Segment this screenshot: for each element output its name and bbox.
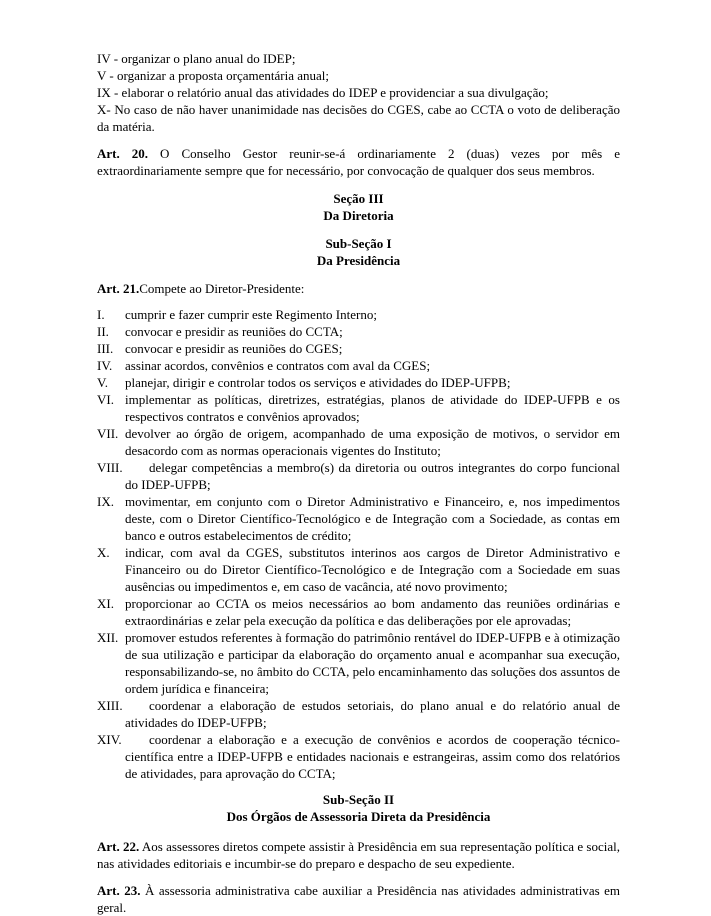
duties-list	[97, 306, 620, 782]
intro-item-v: V - organizar a proposta orçamentária anual;	[97, 68, 329, 83]
duty-item-3	[97, 340, 620, 357]
intro-item-x: X- No caso de não haver unanimidade nas decisões do CGES, cabe ao CCTA o voto de deliberação da matéria.	[97, 102, 620, 134]
duty-item-1	[97, 306, 620, 323]
article-23	[97, 882, 620, 916]
duty-num-4: IV.	[97, 358, 113, 373]
subsection-1-heading	[97, 235, 620, 269]
subsection-1-subtitle: Da Presidência	[316, 253, 401, 268]
article-20	[97, 145, 620, 179]
intro-item-ix: IX - elaborar o relatório anual das atividades do IDEP e providenciar a sua divulgação;	[97, 85, 549, 100]
duty-num-10: X.	[97, 545, 110, 560]
duty-text-14: coordenar a elaboração e a execução de convênios e acordos de cooperação técnico-científica entre a IDEP-UFPB e entidades nacionais e estrangeiras, assim como dos relatórios de atividades, para aprovação do CCTA;	[125, 732, 620, 781]
duty-item-14	[97, 731, 620, 782]
duty-item-13	[97, 697, 620, 731]
duty-num-1: I.	[97, 307, 105, 322]
subsection-2-subtitle: Dos Órgãos de Assessoria Direta da Presidência	[226, 809, 491, 824]
article-21-label: Art. 21.	[97, 281, 140, 296]
subsection-1-title: Sub-Seção I	[325, 236, 392, 251]
duty-num-2: II.	[97, 324, 109, 339]
intro-item-iv: IV - organizar o plano anual do IDEP;	[97, 51, 296, 66]
duty-num-8: VIII.	[97, 460, 123, 475]
duty-text-4: assinar acordos, convênios e contratos com aval da CGES;	[125, 358, 431, 373]
duty-num-13: XIII.	[97, 698, 123, 713]
duty-item-12	[97, 629, 620, 697]
duty-item-11	[97, 595, 620, 629]
duty-text-9: movimentar, em conjunto com o Diretor Administrativo e Financeiro, e, nos impedimentos deste, com o Diretor Científico-Tecnológico e de Integração com a Sociedade, as contas em banco e outros estabelecimentos de crédito;	[125, 494, 620, 543]
article-23-text: À assessoria administrativa cabe auxiliar a Presidência nas atividades administrativas em geral.	[97, 883, 621, 915]
duty-text-7: devolver ao órgão de origem, acompanhado de uma exposição de motivos, o servidor em desacordo com as normas operacionais vigentes do Instituto;	[125, 426, 620, 458]
duty-text-8: delegar competências a membro(s) da diretoria ou outros integrantes do corpo funcional do IDEP-UFPB;	[125, 460, 620, 492]
duty-item-7	[97, 425, 620, 459]
document-content	[97, 50, 620, 916]
duty-item-6	[97, 391, 620, 425]
duty-num-6: VI.	[97, 392, 114, 407]
duty-num-12: XII.	[97, 630, 119, 645]
article-22-text: Aos assessores diretos compete assistir à Presidência em sua representação política e social, nas atividades editoriais e incumbir-se do preparo e despacho de seu expediente.	[97, 839, 620, 871]
duty-text-1: cumprir e fazer cumprir este Regimento Interno;	[125, 307, 377, 322]
subsection-2-heading	[97, 791, 620, 825]
duty-num-14: XIV.	[97, 732, 122, 747]
section-3-title: Seção III	[333, 191, 384, 206]
duty-text-10: indicar, com aval da CGES, substitutos interinos aos cargos de Diretor Administrativo e Financeiro ou do Diretor Científico-Tecnológico e de Integração com a Sociedade em suas ausências ou impedimentos e, em caso de vacância, até novo provimento;	[125, 545, 620, 594]
section-3-subtitle: Da Diretoria	[323, 208, 394, 223]
duty-item-2	[97, 323, 620, 340]
duty-text-11: proporcionar ao CCTA os meios necessários ao bom andamento das reuniões ordinárias e extraordinárias e zelar pela execução da política e das deliberações por ele aprovadas;	[125, 596, 620, 628]
section-3-heading	[97, 190, 620, 224]
article-20-label: Art. 20.	[97, 146, 149, 161]
duty-num-9: IX.	[97, 494, 114, 509]
article-21	[97, 280, 620, 297]
duty-num-5: V.	[97, 375, 108, 390]
subsection-2-title: Sub-Seção II	[322, 792, 395, 807]
duty-item-5	[97, 374, 620, 391]
duty-item-4	[97, 357, 620, 374]
duty-item-9	[97, 493, 620, 544]
article-21-text: Compete ao Diretor-Presidente:	[139, 281, 305, 296]
duty-text-2: convocar e presidir as reuniões do CCTA;	[125, 324, 343, 339]
duty-num-11: XI.	[97, 596, 114, 611]
duty-text-3: convocar e presidir as reuniões do CGES;	[125, 341, 343, 356]
duty-text-13: coordenar a elaboração de estudos setoriais, do plano anual e do relatório anual de atividades do IDEP-UFPB;	[125, 698, 620, 730]
article-22-label: Art. 22.	[97, 839, 140, 854]
article-22	[97, 838, 620, 872]
duty-num-7: VII.	[97, 426, 119, 441]
duty-item-8	[97, 459, 620, 493]
duty-text-5: planejar, dirigir e controlar todos os serviços e atividades do IDEP-UFPB;	[125, 375, 511, 390]
article-23-label: Art. 23.	[97, 883, 141, 898]
article-20-text: O Conselho Gestor reunir-se-á ordinariamente 2 (duas) vezes por mês e extraordinariamente sempre que for necessário, por convocação de qualquer dos seus membros.	[97, 146, 621, 178]
duty-item-10	[97, 544, 620, 595]
duty-text-12: promover estudos referentes à formação do patrimônio rentável do IDEP-UFPB e à otimização de sua utilização e participar da elaboração do orçamento anual e acompanhar sua execução, responsabilizando-se, no âmbito do CCTA, pelo encaminhamento das soluções dos assuntos de ordem jurídica e financeira;	[125, 630, 620, 696]
duty-text-6: implementar as políticas, diretrizes, estratégias, planos de atividade do IDEP-UFPB e os respectivos contratos e convênios aprovados;	[125, 392, 620, 424]
duty-num-3: III.	[97, 341, 114, 356]
